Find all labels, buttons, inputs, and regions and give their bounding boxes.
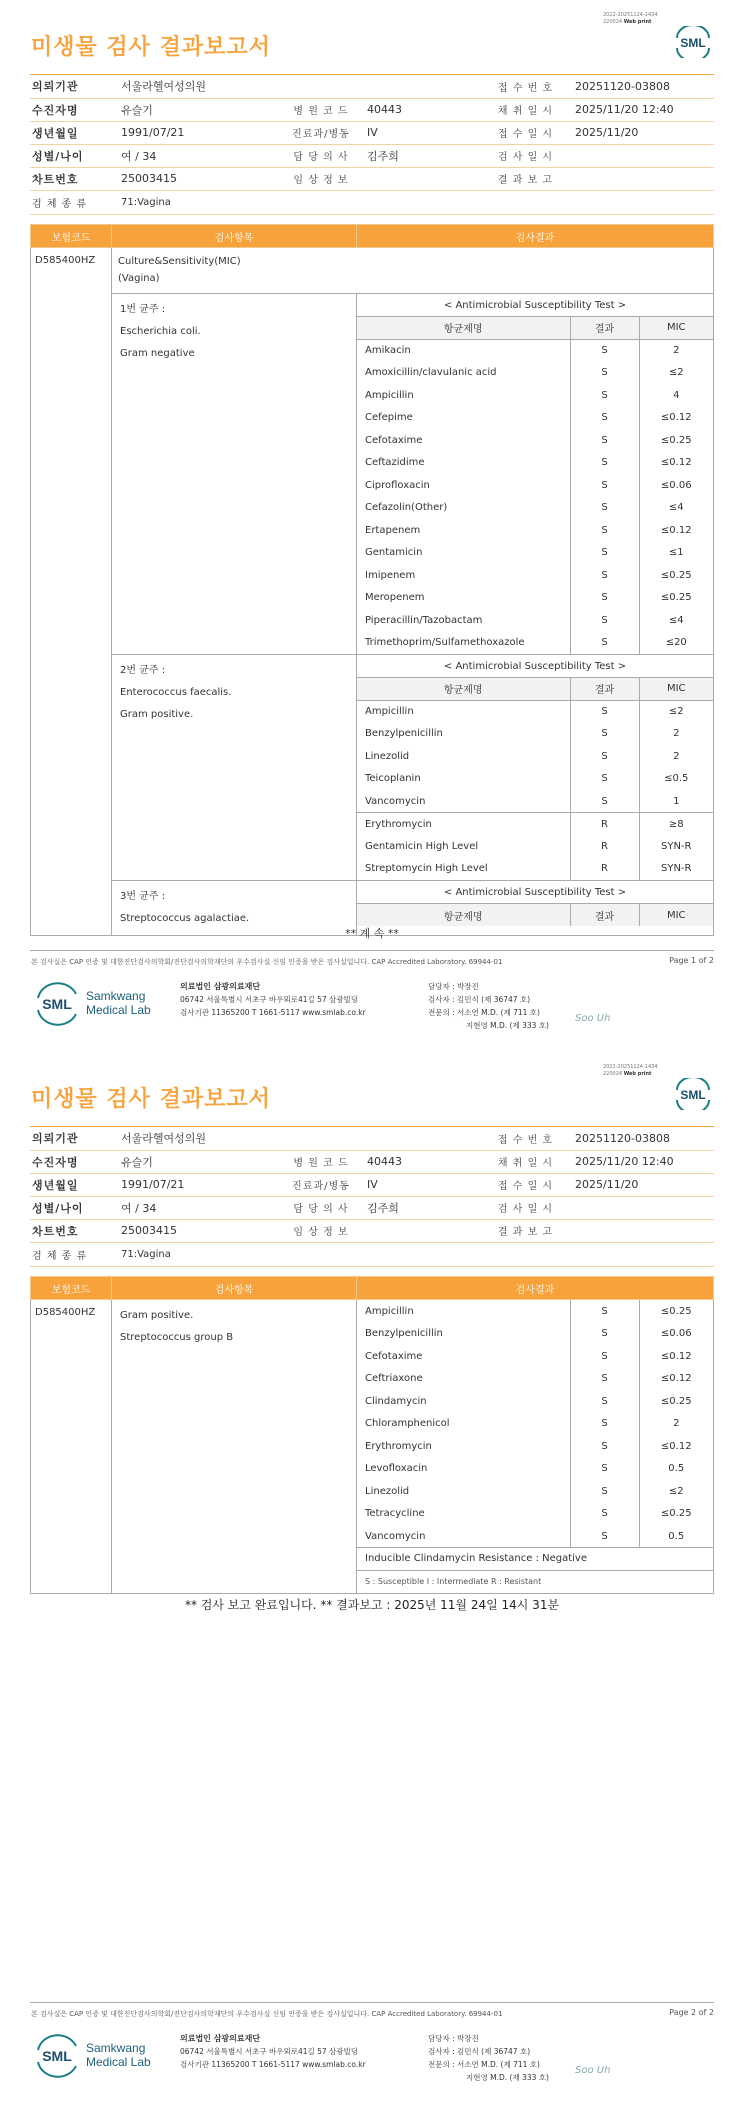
hospital-code-label: 병 원 코 드 bbox=[283, 1150, 359, 1173]
mic-value: ≥8 bbox=[639, 813, 713, 836]
footer-staff: 담당자 : 박장진 검사자 : 김민식 (제 36747 호) 전문의 : 서소연 M.D. (제 711 호) 지현영 M.D. (제 333 호) bbox=[428, 982, 549, 1030]
mic-value: ≤0.25 bbox=[660, 434, 692, 446]
clinical-value bbox=[359, 167, 484, 190]
organism-3-cont: Gram positive. Streptococcus group B bbox=[112, 1300, 357, 1594]
ast-row bbox=[357, 768, 713, 791]
ast-2 bbox=[357, 655, 714, 881]
mic-value: ≤0.25 bbox=[660, 1305, 692, 1317]
ast-result: R bbox=[570, 813, 639, 836]
test-date-value bbox=[567, 144, 714, 167]
ast-row bbox=[357, 813, 713, 836]
ast-row bbox=[357, 790, 713, 813]
institution-label: 의뢰기관 bbox=[30, 1127, 113, 1150]
clinical-value bbox=[359, 1219, 484, 1242]
institution-value: 서울라헬여성의원 bbox=[113, 75, 484, 98]
ast-result: S bbox=[570, 362, 639, 385]
ast-row bbox=[357, 1503, 713, 1526]
mic-value: 2 bbox=[673, 728, 680, 740]
ast-1 bbox=[357, 294, 714, 655]
mic-value: ≤2 bbox=[668, 706, 684, 717]
dob-value: 1991/07/21 bbox=[113, 121, 283, 144]
ast-result: S bbox=[570, 1413, 639, 1436]
final-report-note: ** 검사 보고 완료입니다. ** 결과보고 : 2025년 11월 24일 14시 31분 bbox=[184, 1598, 560, 1612]
receipt-date-label: 접 수 일 시 bbox=[484, 1173, 567, 1196]
ast-result: S bbox=[570, 768, 639, 791]
svg-text:SML: SML bbox=[42, 2048, 72, 2064]
test-code: D585400HZ bbox=[31, 248, 112, 936]
ast-row bbox=[357, 1435, 713, 1458]
drug-name: Piperacillin/Tazobactam bbox=[357, 609, 570, 632]
clinical-label: 임 상 정 보 bbox=[283, 167, 359, 190]
drug-name: Trimethoprim/Sulfamethoxazole bbox=[357, 632, 570, 655]
receipt-no-label: 접 수 번 호 bbox=[484, 1127, 567, 1150]
drug-name: Imipenem bbox=[357, 564, 570, 587]
test-name-cell bbox=[112, 248, 714, 294]
footer-cap-note: 본 검사실은 CAP 인증 및 대한진단검사의학회/진단검사의학재단의 우수검사실 신임 인증을 받은 검사실입니다. CAP Accredited Laboratory. 69944-01 bbox=[31, 958, 503, 966]
ast-caption: < Antimicrobial Susceptibility Test > bbox=[357, 294, 713, 317]
samkwang-logo-icon bbox=[36, 2032, 156, 2078]
mic-value: ≤0.5 bbox=[664, 773, 689, 785]
ast-row bbox=[357, 564, 713, 587]
svg-text:Samkwang: Samkwang bbox=[86, 989, 146, 1003]
ast-result: S bbox=[570, 587, 639, 610]
drug-name: Erythromycin bbox=[357, 813, 570, 836]
patient-value: 유슬기 bbox=[113, 98, 283, 121]
sample-label: 검 체 종 류 bbox=[30, 190, 113, 214]
ast-result: R bbox=[570, 835, 639, 858]
ast-result: S bbox=[570, 452, 639, 475]
ast-row bbox=[357, 1368, 713, 1391]
ast-row bbox=[357, 542, 713, 565]
dob-label: 생년월일 bbox=[30, 121, 113, 144]
sex-value: 여 / 34 bbox=[113, 1196, 283, 1219]
sml-logo-icon bbox=[674, 1078, 712, 1110]
dob-value: 1991/07/21 bbox=[113, 1173, 283, 1196]
ast-result: S bbox=[570, 1525, 639, 1548]
mic-value: 0.5 bbox=[668, 1530, 685, 1542]
sample-value: 71:Vagina bbox=[113, 190, 714, 214]
patient-label: 수진자명 bbox=[30, 98, 113, 121]
ast-row bbox=[357, 609, 713, 632]
patient-value: 유슬기 bbox=[113, 1150, 283, 1173]
footer-divider bbox=[30, 2002, 714, 2003]
mic-value: 2 bbox=[673, 345, 680, 356]
mic-value: ≤0.25 bbox=[660, 569, 692, 581]
mic-value: ≤4 bbox=[668, 614, 684, 626]
test-date-label: 검 사 일 시 bbox=[484, 144, 567, 167]
drug-col-header: 항균제명 bbox=[357, 317, 570, 340]
footer-address: 의료법인 삼광의료재단 06742 서울특별시 서초구 바우뫼로41길 57 삼광빌딩 검사기관 11365200 T 1661-5117 www.smlab.co.kr bbox=[180, 982, 366, 1017]
ast-row bbox=[357, 407, 713, 430]
collect-label: 채 취 일 시 bbox=[484, 1150, 567, 1173]
ast-result: S bbox=[570, 339, 639, 362]
footer-staff: 담당자 : 박장진 검사자 : 김민식 (제 36747 호) 전문의 : 서소연 M.D. (제 711 호) 지현영 M.D. (제 333 호) bbox=[428, 2034, 549, 2082]
report-page-2 bbox=[0, 1052, 744, 2104]
ast-row bbox=[357, 700, 713, 723]
ast-row bbox=[357, 1413, 713, 1436]
ast-3-cont bbox=[357, 1300, 714, 1594]
svg-text:Medical Lab: Medical Lab bbox=[86, 2055, 151, 2069]
mic-value: 2 bbox=[673, 1418, 680, 1430]
hospital-code-value: 40443 bbox=[359, 1150, 484, 1173]
mic-value: ≤0.12 bbox=[660, 1350, 692, 1362]
svg-text:SML: SML bbox=[680, 1088, 706, 1102]
dept-label: 진료과/병동 bbox=[283, 1173, 359, 1196]
mic-value: ≤0.25 bbox=[660, 592, 692, 604]
svg-text:Medical Lab: Medical Lab bbox=[86, 1003, 151, 1017]
drug-name: Clindamycin bbox=[357, 1390, 570, 1413]
drug-name: Chloramphenicol bbox=[357, 1413, 570, 1436]
ast-result: S bbox=[570, 497, 639, 520]
doctor-value: 김주희 bbox=[359, 1196, 484, 1219]
dept-value: IV bbox=[359, 1173, 484, 1196]
drug-name: Cefotaxime bbox=[357, 429, 570, 452]
ast-row bbox=[357, 474, 713, 497]
ast-result: S bbox=[570, 609, 639, 632]
organism-2: 2번 균주 : Enterococcus faecalis. Gram positive. bbox=[112, 655, 357, 881]
mic-value: 0.5 bbox=[668, 1463, 685, 1475]
mic-value: ≤0.25 bbox=[660, 1395, 692, 1407]
mic-value: ≤0.25 bbox=[660, 1508, 692, 1520]
drug-name: Ampicillin bbox=[357, 384, 570, 407]
ast-result: S bbox=[570, 723, 639, 746]
drug-col-header: 항균제명 bbox=[357, 678, 570, 701]
drug-name: Ampicillin bbox=[357, 700, 570, 723]
ast-caption: < Antimicrobial Susceptibility Test > bbox=[357, 881, 713, 904]
hospital-code-value: 40443 bbox=[359, 98, 484, 121]
ast-row bbox=[357, 452, 713, 475]
mic-col-header: MIC bbox=[639, 317, 713, 340]
mic-value: 4 bbox=[673, 389, 680, 401]
ast-row bbox=[357, 339, 713, 362]
mic-value: SYN-R bbox=[661, 840, 692, 852]
test-date-value bbox=[567, 1196, 714, 1219]
mic-value: ≤0.12 bbox=[660, 457, 692, 469]
patient-info-table bbox=[30, 1127, 714, 1267]
mic-value: ≤0.06 bbox=[660, 1328, 692, 1340]
ast-row bbox=[357, 1390, 713, 1413]
result-header: 검사결과 bbox=[357, 1277, 714, 1300]
drug-name: Vancomycin bbox=[357, 790, 570, 813]
mic-value: ≤4 bbox=[668, 502, 684, 514]
mic-value: ≤0.06 bbox=[660, 479, 692, 491]
doctor-label: 담 당 의 사 bbox=[283, 1196, 359, 1219]
chart-label: 차트번호 bbox=[30, 167, 113, 190]
drug-col-header: 항균제명 bbox=[357, 904, 570, 927]
mic-value: ≤0.12 bbox=[660, 524, 692, 536]
mic-value: ≤2 bbox=[668, 1485, 684, 1497]
collect-value: 2025/11/20 12:40 bbox=[567, 98, 714, 121]
test-date-label: 검 사 일 시 bbox=[484, 1196, 567, 1219]
drug-name: Erythromycin bbox=[357, 1435, 570, 1458]
result-legend: S : Susceptible I : Intermediate R : Resistant bbox=[365, 1577, 542, 1586]
clinical-label: 임 상 정 보 bbox=[283, 1219, 359, 1242]
ast-result: S bbox=[570, 474, 639, 497]
drug-name: Tetracycline bbox=[357, 1503, 570, 1526]
chart-value: 25003415 bbox=[113, 167, 283, 190]
ast-result: S bbox=[570, 700, 639, 723]
drug-name: Streptomycin High Level bbox=[357, 858, 570, 881]
svg-text:SML: SML bbox=[680, 36, 706, 50]
receipt-no-label: 접 수 번 호 bbox=[484, 75, 567, 98]
patient-info-table bbox=[30, 75, 714, 215]
svg-text:SML: SML bbox=[42, 996, 72, 1012]
drug-name: Meropenem bbox=[357, 587, 570, 610]
drug-name: Levofloxacin bbox=[357, 1458, 570, 1481]
receipt-no-value: 20251120-03808 bbox=[567, 1127, 714, 1150]
mic-value: 1 bbox=[673, 795, 680, 807]
mic-value: ≤0.12 bbox=[660, 412, 692, 424]
svg-text:Samkwang: Samkwang bbox=[86, 2041, 146, 2055]
patient-label: 수진자명 bbox=[30, 1150, 113, 1173]
ast-row bbox=[357, 1480, 713, 1503]
dob-label: 생년월일 bbox=[30, 1173, 113, 1196]
mic-value: ≤2 bbox=[668, 367, 684, 379]
drug-name: Cefepime bbox=[357, 407, 570, 430]
result-table-1 bbox=[30, 224, 714, 936]
ast-result: S bbox=[570, 632, 639, 655]
drug-name: Gentamicin bbox=[357, 542, 570, 565]
result-col-header: 결과 bbox=[570, 904, 639, 927]
hospital-code-label: 병 원 코 드 bbox=[283, 98, 359, 121]
collect-label: 채 취 일 시 bbox=[484, 98, 567, 121]
ast-row bbox=[357, 1345, 713, 1368]
ast-result: S bbox=[570, 519, 639, 542]
ast-result: S bbox=[570, 1300, 639, 1323]
ast-row bbox=[357, 1458, 713, 1481]
ast-result: S bbox=[570, 745, 639, 768]
report-label: 결 과 보 고 bbox=[484, 1219, 567, 1242]
page-title: 미생물 검사 결과보고서 bbox=[31, 35, 271, 60]
inducible-clindamycin: Inducible Clindamycin Resistance : Negative bbox=[357, 1548, 713, 1571]
collect-value: 2025/11/20 12:40 bbox=[567, 1150, 714, 1173]
ast-result: S bbox=[570, 1435, 639, 1458]
receipt-date-value: 2025/11/20 bbox=[567, 121, 714, 144]
ast-result: S bbox=[570, 564, 639, 587]
drug-name: Ceftazidime bbox=[357, 452, 570, 475]
ast-result: S bbox=[570, 429, 639, 452]
ast-row bbox=[357, 745, 713, 768]
report-label: 결 과 보 고 bbox=[484, 167, 567, 190]
institution-value: 서울라헬여성의원 bbox=[113, 1127, 484, 1150]
sample-value: 71:Vagina bbox=[113, 1242, 714, 1266]
test-specimen: (Vagina) bbox=[118, 273, 160, 284]
print-stamp: 2022-20251124-1434 220024 Web print bbox=[603, 12, 658, 25]
mic-value: ≤1 bbox=[668, 547, 684, 559]
organism-1: 1번 균주 : Escherichia coli. Gram negative bbox=[112, 294, 357, 655]
receipt-date-label: 접 수 일 시 bbox=[484, 121, 567, 144]
item-header: 검사항목 bbox=[112, 1277, 357, 1300]
result-col-header: 결과 bbox=[570, 678, 639, 701]
drug-name: Amoxicillin/clavulanic acid bbox=[357, 362, 570, 385]
drug-name: Ampicillin bbox=[357, 1300, 570, 1323]
drug-name: Linezolid bbox=[357, 1480, 570, 1503]
ast-row bbox=[357, 1323, 713, 1346]
drug-name: Benzylpenicillin bbox=[357, 1323, 570, 1346]
continued-note: ** 계 속 ** bbox=[345, 927, 399, 940]
drug-name: Ceftriaxone bbox=[357, 1368, 570, 1391]
ast-result: S bbox=[570, 542, 639, 565]
dept-label: 진료과/병동 bbox=[283, 121, 359, 144]
test-name: Culture&Sensitivity(MIC) bbox=[118, 256, 241, 267]
receipt-no-value: 20251120-03808 bbox=[567, 75, 714, 98]
ast-result: S bbox=[570, 1458, 639, 1481]
result-table-2 bbox=[30, 1276, 714, 1594]
print-stamp: 2022-20251124-1434 220024 Web print bbox=[603, 1064, 658, 1077]
test-code: D585400HZ bbox=[31, 1300, 112, 1594]
footer-address: 의료법인 삼광의료재단 06742 서울특별시 서초구 바우뫼로41길 57 삼광빌딩 검사기관 11365200 T 1661-5117 www.smlab.co.kr bbox=[180, 2034, 366, 2069]
mic-value: ≤20 bbox=[665, 637, 687, 649]
ast-result: S bbox=[570, 1503, 639, 1526]
ast-row bbox=[357, 384, 713, 407]
ast-result: S bbox=[570, 1480, 639, 1503]
doctor-label: 담 당 의 사 bbox=[283, 144, 359, 167]
result-header: 검사결과 bbox=[357, 225, 714, 248]
mic-col-header: MIC bbox=[639, 678, 713, 701]
organism-3: 3번 균주 : Streptococcus agalactiae. bbox=[112, 881, 357, 936]
mic-value: ≤0.12 bbox=[660, 1373, 692, 1385]
sex-label: 성별/나이 bbox=[30, 144, 113, 167]
ast-result: S bbox=[570, 790, 639, 813]
ast-row bbox=[357, 1300, 713, 1323]
drug-name: Cefazolin(Other) bbox=[357, 497, 570, 520]
drug-name: Benzylpenicillin bbox=[357, 723, 570, 746]
samkwang-logo-icon bbox=[36, 980, 156, 1026]
ast-row bbox=[357, 858, 713, 881]
code-header: 보험코드 bbox=[31, 1277, 112, 1300]
ast-caption: < Antimicrobial Susceptibility Test > bbox=[357, 655, 713, 678]
report-value bbox=[567, 1219, 714, 1242]
ast-result: S bbox=[570, 1323, 639, 1346]
sml-logo-icon bbox=[674, 26, 712, 58]
chart-label: 차트번호 bbox=[30, 1219, 113, 1242]
drug-name: Linezolid bbox=[357, 745, 570, 768]
code-header: 보험코드 bbox=[31, 225, 112, 248]
ast-row bbox=[357, 1525, 713, 1548]
ast-result: S bbox=[570, 384, 639, 407]
mic-value: ≤0.12 bbox=[660, 1440, 692, 1452]
ast-result: S bbox=[570, 1368, 639, 1391]
sex-label: 성별/나이 bbox=[30, 1196, 113, 1219]
mic-col-header: MIC bbox=[639, 904, 713, 927]
dept-value: IV bbox=[359, 121, 484, 144]
ast-result: R bbox=[570, 858, 639, 881]
drug-name: Amikacin bbox=[357, 339, 570, 362]
ast-row bbox=[357, 429, 713, 452]
ast-result: S bbox=[570, 1345, 639, 1368]
footer-cap-note: 본 검사실은 CAP 인증 및 대한진단검사의학회/진단검사의학재단의 우수검사실 신임 인증을 받은 검사실입니다. CAP Accredited Laboratory. 69944-01 bbox=[31, 2010, 503, 2018]
ast-row bbox=[357, 587, 713, 610]
ast-row bbox=[357, 632, 713, 655]
page-number: Page 2 of 2 bbox=[669, 2008, 714, 2017]
ast-row bbox=[357, 723, 713, 746]
sex-value: 여 / 34 bbox=[113, 144, 283, 167]
doctor-value: 김주희 bbox=[359, 144, 484, 167]
drug-name: Cefotaxime bbox=[357, 1345, 570, 1368]
mic-value: SYN-R bbox=[661, 863, 692, 875]
ast-result: S bbox=[570, 407, 639, 430]
report-value bbox=[567, 167, 714, 190]
institution-label: 의뢰기관 bbox=[30, 75, 113, 98]
ast-row bbox=[357, 362, 713, 385]
drug-name: Vancomycin bbox=[357, 1525, 570, 1548]
drug-name: Ciprofloxacin bbox=[357, 474, 570, 497]
sample-label: 검 체 종 류 bbox=[30, 1242, 113, 1266]
item-header: 검사항목 bbox=[112, 225, 357, 248]
drug-name: Ertapenem bbox=[357, 519, 570, 542]
page-number: Page 1 of 2 bbox=[669, 956, 714, 965]
drug-name: Teicoplanin bbox=[357, 768, 570, 791]
doctor-signature: Soo Uh bbox=[575, 2065, 611, 2076]
ast-row bbox=[357, 519, 713, 542]
ast-row bbox=[357, 497, 713, 520]
page-title: 미생물 검사 결과보고서 bbox=[31, 1087, 271, 1112]
ast-row bbox=[357, 835, 713, 858]
ast-result: S bbox=[570, 1390, 639, 1413]
mic-value: 2 bbox=[673, 750, 680, 762]
receipt-date-value: 2025/11/20 bbox=[567, 1173, 714, 1196]
chart-value: 25003415 bbox=[113, 1219, 283, 1242]
footer-divider bbox=[30, 950, 714, 951]
result-col-header: 결과 bbox=[570, 317, 639, 340]
drug-name: Gentamicin High Level bbox=[357, 835, 570, 858]
doctor-signature: Soo Uh bbox=[575, 1013, 611, 1024]
